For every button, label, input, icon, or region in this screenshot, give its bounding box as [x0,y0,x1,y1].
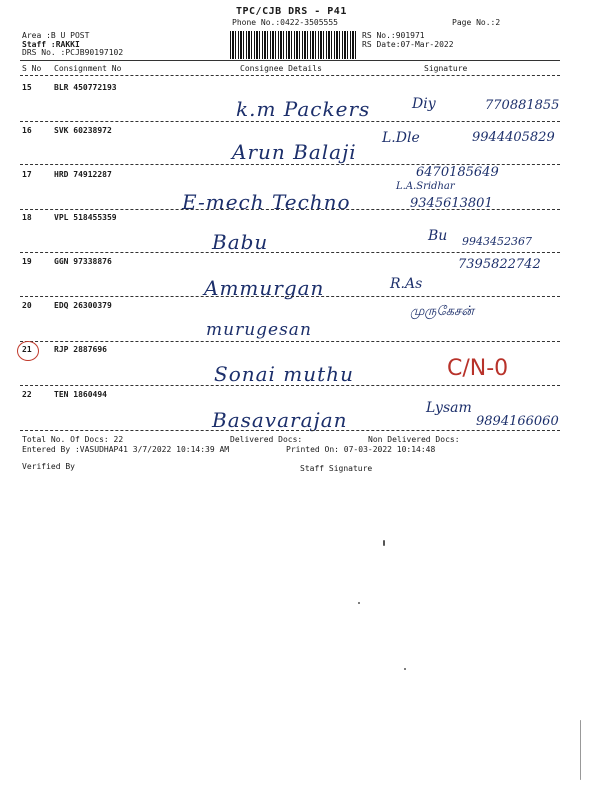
drs-number: DRS No. :PCJB90197102 [22,48,124,57]
row-divider [20,296,560,297]
row-consignment: RJP 2887696 [54,345,107,354]
row-sno: 21 [22,345,32,354]
delivered-docs: Delivered Docs: [230,435,303,444]
row-consignment: VPL 518455359 [54,213,117,222]
row-consignment: GGN 97338876 [54,257,112,266]
row-divider [20,341,560,342]
phone-number: Phone No.:0422-3505555 [232,18,338,27]
scan-speck [358,602,360,604]
row-signature: Diy [412,96,436,112]
row-consignee-name: Ammurgan [204,276,325,300]
row-consignee-name: E-mech Techno [182,190,351,214]
row-sno: 16 [22,126,32,135]
rs-date: RS Date:07-Mar-2022 [362,40,454,49]
row-sno: 17 [22,170,32,179]
area-label: Area :B U POST [22,31,90,40]
row-consignee-name: murugesan [206,320,312,340]
row-consignment: SVK 60238972 [54,126,112,135]
barcode-image [230,31,358,59]
row-consignment: HRD 74912287 [54,170,112,179]
row-consignment: EDQ 26300379 [54,301,112,310]
row-signature: முருகேசன் [410,304,474,319]
header-rule-top [20,60,560,61]
col-consignee: Consignee Details [240,64,322,73]
verified-by: Verified By [22,462,75,471]
row-status-mark: C/N-0 [447,356,509,381]
scan-edge-line [580,720,581,780]
row-phone: 9943452367 [462,235,532,248]
row-divider [20,385,560,386]
entered-by: Entered By :VASUDHAP41 3/7/2022 10:14:39 AM [22,445,230,454]
document-title: TPC/CJB DRS - P41 [236,6,347,17]
row-consignee-name: Babu [212,230,269,254]
row-consignment: TEN 1860494 [54,390,107,399]
scan-speck [404,668,406,670]
printed-on: Printed On: 07-03-2022 10:14:48 [286,445,436,454]
row-divider [20,121,560,122]
row-sno: 18 [22,213,32,222]
row-signature: L.A.Sridhar [396,181,455,192]
row-sno: 15 [22,83,32,92]
scan-speck [383,540,385,546]
total-docs: Total No. Of Docs: 22 [22,435,124,444]
page-number: Page No.:2 [452,18,501,27]
staff-signature-label: Staff Signature [300,464,373,473]
staff-label: Staff :RAKKI [22,40,80,49]
row-consignee-name: Arun Balaji [232,140,357,164]
col-signature: Signature [424,64,468,73]
row-consignee-name: Basavarajan [212,408,348,432]
row-signature: L.Dle [382,130,420,146]
row-sno: 20 [22,301,32,310]
row-divider [20,252,560,253]
row-signature: Lysam [426,400,472,416]
row-sno: 19 [22,257,32,266]
row-consignment: BLR 450772193 [54,83,117,92]
col-consignment: Consignment No [54,64,122,73]
row-consignee-name: k.m Packers [236,97,371,121]
row-phone-secondary: 9345613801 [410,196,493,211]
row-divider [20,430,560,431]
row-phone: 9894166060 [476,414,559,429]
rs-number: RS No.:901971 [362,31,425,40]
row-signature: Bu [428,228,448,244]
non-delivered-docs: Non Delivered Docs: [368,435,460,444]
col-sno: S No [22,64,42,73]
row-phone: 6470185649 [416,165,499,180]
header-rule-bottom [20,75,560,76]
row-sno: 22 [22,390,32,399]
row-phone: 7395822742 [458,257,541,272]
row-phone: 770881855 [485,98,560,113]
row-phone: 9944405829 [472,130,555,145]
row-consignee-name: Sonai muthu [214,362,354,386]
row-signature: R.As [390,276,423,292]
row-divider [20,209,560,210]
